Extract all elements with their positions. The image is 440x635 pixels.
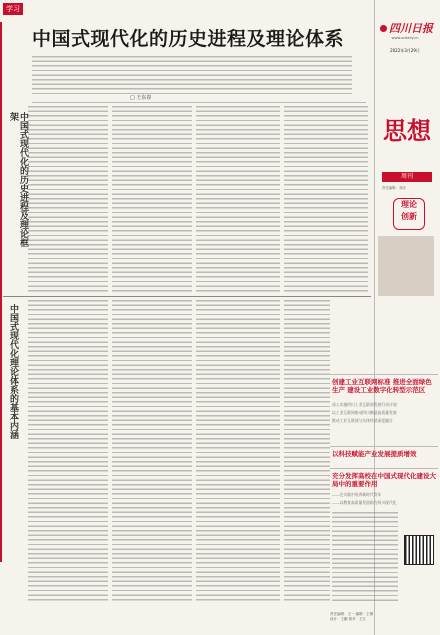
footer-editors: 责任编辑：王一 编辑：王珊 <box>330 612 374 616</box>
lead-paragraph <box>32 56 352 94</box>
body-column-1 <box>28 106 108 292</box>
masthead-photo <box>378 236 434 296</box>
article-separator <box>3 296 371 297</box>
theory-badge: 理论 创新 <box>393 198 425 230</box>
sidebar-item-3[interactable]: 推动工业互联网与实体经济深度融合 <box>332 418 393 423</box>
divider <box>32 102 366 103</box>
accent-rule <box>0 22 2 562</box>
website[interactable]: www.scdaily.cn <box>391 36 419 40</box>
sidebar-item-5[interactable]: ——以教育高质量发展助力四川现代化 <box>332 500 397 505</box>
section-title-1: 中国式现代化的历史进程及理论框架 <box>8 112 28 247</box>
body-column-4 <box>284 106 368 292</box>
footer-design: 设计：王鹏 校对：王江 <box>330 617 367 621</box>
body-column-2 <box>112 106 192 292</box>
page-tag: 学习 <box>3 3 23 15</box>
section-name: 思想 <box>383 116 431 145</box>
sidebar-title-2[interactable]: 以科技赋能产业发展提质增效 <box>332 450 417 458</box>
section-subtitle: 周刊 <box>382 172 432 182</box>
editors-credit: 责任编辑：刘庆 <box>382 186 406 190</box>
box-divider <box>330 374 438 375</box>
body-column-3 <box>196 106 280 292</box>
headline: 中国式现代化的历史进程及理论体系 <box>32 28 345 50</box>
box-divider-3 <box>330 468 438 469</box>
sidebar-item-1[interactable]: 深入实施四川工业互联网发展行动计划 <box>332 402 397 407</box>
byline: □ 王东春 <box>130 95 152 101</box>
box-divider-2 <box>330 446 438 447</box>
publish-date: 2022年3月29日 <box>390 48 420 53</box>
page-footer <box>330 612 435 622</box>
body-column-5 <box>28 300 108 602</box>
qr-code-icon[interactable] <box>404 535 434 565</box>
logo-icon <box>380 25 387 32</box>
masthead-logo <box>380 20 433 36</box>
sidebar-item-2[interactable]: 以工业互联网推动四川制造高质量发展 <box>332 410 397 415</box>
logo-text: 四川日报 <box>389 22 433 35</box>
section-title-2: 中国式现代化理论体系的基本内涵 <box>8 304 18 439</box>
sidebar-item-4[interactable]: ——在实践中培养新时代青年 <box>332 492 382 497</box>
body-column-6 <box>112 300 192 602</box>
sidebar-title-1[interactable]: 创建工业互联网标准 推进全面绿色生产 建设工业数字化转型示范区 <box>332 378 432 394</box>
body-column-8 <box>284 300 330 602</box>
sidebar-title-3[interactable]: 充分发挥高校在中国式现代化建设大局中的重要作用 <box>332 472 436 488</box>
body-column-7 <box>196 300 280 602</box>
sidebar-body <box>332 512 398 602</box>
